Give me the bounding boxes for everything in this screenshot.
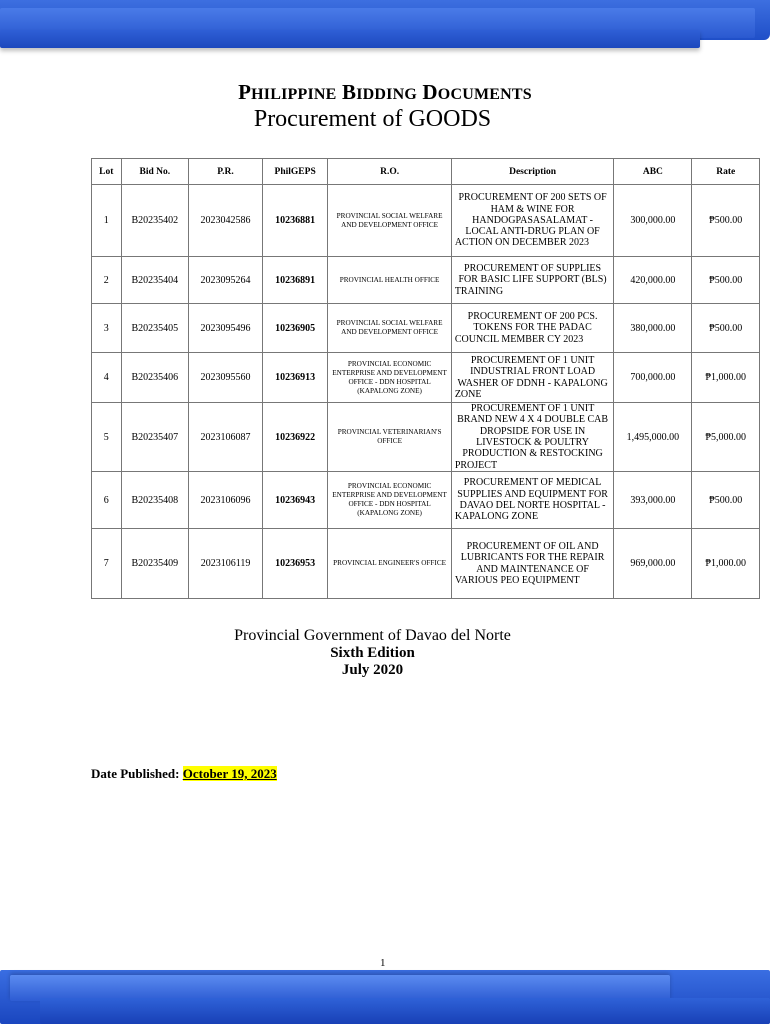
cell-description: PROCUREMENT OF MEDICAL SUPPLIES AND EQUIPMENT FOR DAVAO DEL NORTE HOSPITAL - KAPALONG ZONE <box>451 472 614 529</box>
column-header-rate: Rate <box>692 159 760 185</box>
cell-lot: 3 <box>92 304 122 353</box>
table-row <box>92 304 760 353</box>
cell-lot: 6 <box>92 472 122 529</box>
cell-description: PROCUREMENT OF 1 UNIT INDUSTRIAL FRONT LOAD WASHER OF DDNH - KAPALONG ZONE <box>451 353 614 403</box>
cell-lot: 2 <box>92 257 122 304</box>
cell-philgeps: 10236953 <box>262 529 327 599</box>
cell-pr: 2023106087 <box>189 403 263 472</box>
cell-pr: 2023095496 <box>189 304 263 353</box>
table-row <box>92 353 760 403</box>
date-published <box>91 766 277 782</box>
cell-bid-no: B20235407 <box>121 403 189 472</box>
column-header-abc: ABC <box>614 159 692 185</box>
bottom-banner-bar-lower <box>40 998 770 1024</box>
issuing-government: Provincial Government of Davao del Norte <box>234 627 511 644</box>
date-published-value: October 19, 2023 <box>182 766 277 781</box>
procurement-table <box>91 158 760 599</box>
cell-philgeps: 10236881 <box>262 185 327 257</box>
cell-ro: PROVINCIAL HEALTH OFFICE <box>328 257 451 304</box>
table-row <box>92 257 760 304</box>
cell-ro: PROVINCIAL ECONOMIC ENTERPRISE AND DEVELOPMENT OFFICE - DDN HOSPITAL (KAPALONG ZONE) <box>328 353 451 403</box>
edition-date: July 2020 <box>341 662 404 678</box>
edition-label: Sixth Edition <box>330 645 415 661</box>
cell-abc: 380,000.00 <box>614 304 692 353</box>
cell-pr: 2023095264 <box>189 257 263 304</box>
cell-lot: 4 <box>92 353 122 403</box>
cell-pr: 2023106119 <box>189 529 263 599</box>
cell-pr: 2023042586 <box>189 185 263 257</box>
cell-rate: ₱1,000.00 <box>692 529 760 599</box>
cell-ro: PROVINCIAL ECONOMIC ENTERPRISE AND DEVELOPMENT OFFICE - DDN HOSPITAL (KAPALONG ZONE) <box>328 472 451 529</box>
column-header-ro: R.O. <box>328 159 451 185</box>
cell-rate: ₱500.00 <box>692 257 760 304</box>
date-published-label: Date Published: <box>91 766 180 781</box>
cell-rate: ₱500.00 <box>692 304 760 353</box>
column-header-lot: Lot <box>92 159 122 185</box>
column-header-pr: P.R. <box>189 159 263 185</box>
table-header-row <box>92 159 760 185</box>
cell-rate: ₱500.00 <box>692 472 760 529</box>
top-banner-bar-lower <box>0 30 700 48</box>
cell-bid-no: B20235404 <box>121 257 189 304</box>
table-row <box>92 403 760 472</box>
cell-lot: 7 <box>92 529 122 599</box>
document-subtitle: Procurement of GOODS <box>253 106 492 132</box>
cell-lot: 5 <box>92 403 122 472</box>
cell-bid-no: B20235405 <box>121 304 189 353</box>
cell-description: PROCUREMENT OF SUPPLIES FOR BASIC LIFE SUPPORT (BLS) TRAINING <box>451 257 614 304</box>
cell-description: PROCUREMENT OF 1 UNIT BRAND NEW 4 X 4 DOUBLE CAB DROPSIDE FOR USE IN LIVESTOCK & POULTRY PRODUCTION & RESTOCKING PROJECT <box>451 403 614 472</box>
cell-abc: 393,000.00 <box>614 472 692 529</box>
cell-philgeps: 10236922 <box>262 403 327 472</box>
cell-pr: 2023106096 <box>189 472 263 529</box>
cell-abc: 420,000.00 <box>614 257 692 304</box>
cell-abc: 1,495,000.00 <box>614 403 692 472</box>
cell-pr: 2023095560 <box>189 353 263 403</box>
cell-rate: ₱1,000.00 <box>692 353 760 403</box>
cell-ro: PROVINCIAL SOCIAL WELFARE AND DEVELOPMENT OFFICE <box>328 185 451 257</box>
cell-description: PROCUREMENT OF 200 PCS. TOKENS FOR THE PADAC COUNCIL MEMBER CY 2023 <box>451 304 614 353</box>
column-header-bid-no: Bid No. <box>121 159 189 185</box>
cell-philgeps: 10236891 <box>262 257 327 304</box>
cell-rate: ₱5,000.00 <box>692 403 760 472</box>
column-header-philgeps: PhilGEPS <box>262 159 327 185</box>
cell-abc: 700,000.00 <box>614 353 692 403</box>
cell-bid-no: B20235402 <box>121 185 189 257</box>
table-row <box>92 472 760 529</box>
page-number: 1 <box>380 957 386 969</box>
cell-rate: ₱500.00 <box>692 185 760 257</box>
cell-lot: 1 <box>92 185 122 257</box>
cell-abc: 969,000.00 <box>614 529 692 599</box>
cell-ro: PROVINCIAL SOCIAL WELFARE AND DEVELOPMENT OFFICE <box>328 304 451 353</box>
cell-description: PROCUREMENT OF OIL AND LUBRICANTS FOR THE REPAIR AND MAINTENANCE OF VARIOUS PEO EQUIPMENT <box>451 529 614 599</box>
cell-description: PROCUREMENT OF 200 SETS OF HAM & WINE FOR HANDOGPASASALAMAT - LOCAL ANTI-DRUG PLAN OF ACTION ON DECEMBER 2023 <box>451 185 614 257</box>
document-title: PHILIPPINE BIDDING DOCUMENTS <box>238 80 532 104</box>
cell-abc: 300,000.00 <box>614 185 692 257</box>
cell-philgeps: 10236905 <box>262 304 327 353</box>
table-row <box>92 529 760 599</box>
cell-bid-no: B20235406 <box>121 353 189 403</box>
cell-philgeps: 10236943 <box>262 472 327 529</box>
cell-ro: PROVINCIAL ENGINEER'S OFFICE <box>328 529 451 599</box>
cell-bid-no: B20235409 <box>121 529 189 599</box>
cell-philgeps: 10236913 <box>262 353 327 403</box>
table-row <box>92 185 760 257</box>
cell-ro: PROVINCIAL VETERINARIAN'S OFFICE <box>328 403 451 472</box>
column-header-description: Description <box>451 159 614 185</box>
cell-bid-no: B20235408 <box>121 472 189 529</box>
